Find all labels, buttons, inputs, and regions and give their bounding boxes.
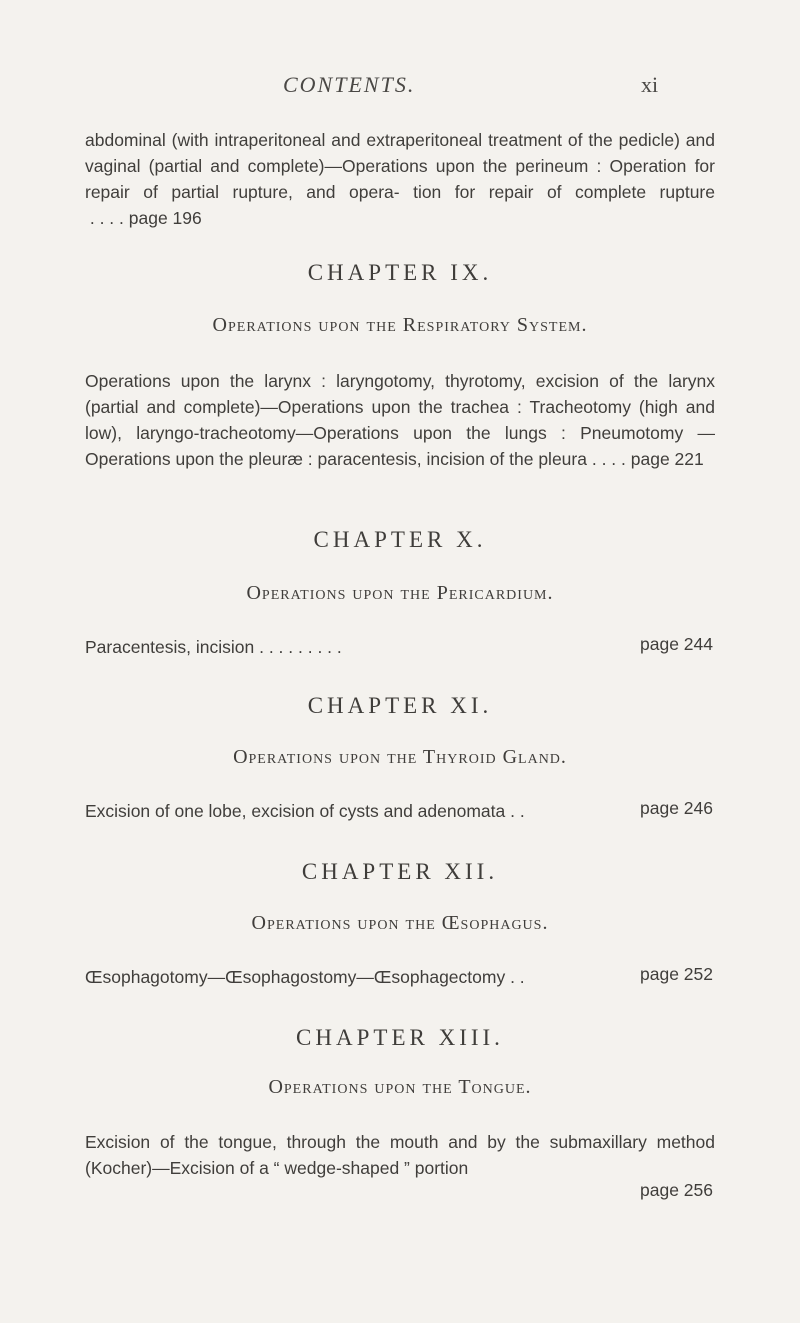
entry-text: Œsophagotomy—Œsophagostomy—Œsophagectomy	[85, 967, 506, 987]
contents-entry-xiii	[85, 1129, 715, 1181]
entry-text: Paracentesis, incision	[85, 637, 255, 657]
section-heading-oesophagus: Operations upon the Œsophagus.	[251, 912, 549, 934]
page-number: xi	[641, 72, 659, 97]
contents-entry-x	[85, 634, 715, 660]
dot-leaders: . . . .	[85, 208, 129, 228]
running-head	[0, 72, 800, 102]
section-heading-pericardium: Operations upon the Pericardium.	[246, 582, 554, 604]
page-reference: page 256	[640, 1180, 713, 1200]
section-heading-tongue: Operations upon the Tongue.	[268, 1076, 532, 1098]
running-title: CONTENTS.	[283, 72, 416, 97]
contents-entry-xi	[85, 798, 715, 824]
entry-text: Excision of one lobe, excision of cysts and adenomata	[85, 801, 506, 821]
entry-text: Operations upon the larynx : laryngotomy, thyrotomy, excision of the larynx (partial and complete)—Operations upon the trachea : Tracheotomy (high and low), laryngo-tracheotomy—Operations upon the lungs : Pneumotomy — Operations upon the pleuræ : paracentesis, incision of the pleura	[85, 371, 715, 469]
entry-text: abdominal (with intraperitoneal and extraperitoneal treatment of the pedicle) and vaginal (partial and complete)—Operations upon the perineum : Operation for repair of partial rupture, and opera- tion for repair of complete rupture	[85, 130, 715, 202]
page-reference: page 221	[630, 449, 704, 469]
dot-leaders: . .	[505, 801, 530, 821]
contents-entry-intro	[85, 127, 715, 231]
page-reference: page 252	[640, 964, 713, 984]
chapter-heading-xi: CHAPTER XI.	[307, 693, 493, 718]
page-reference: page 196	[128, 208, 202, 228]
chapter-heading-xiii: CHAPTER XIII.	[296, 1025, 504, 1050]
page-reference: page 244	[640, 634, 713, 654]
entry-text: Excision of the tongue, through the mouth and by the submaxillary method (Kocher)—Excision of a “ wedge-shaped ” portion	[85, 1132, 715, 1178]
section-heading-respiratory: Operations upon the Respiratory System.	[212, 314, 588, 336]
dot-leaders: . . . .	[586, 449, 631, 469]
section-heading-thyroid: Operations upon the Thyroid Gland.	[233, 746, 567, 768]
chapter-heading-xii: CHAPTER XII.	[301, 859, 499, 884]
contents-entry-ix	[85, 368, 715, 472]
chapter-heading-x: CHAPTER X.	[313, 527, 487, 552]
dot-leaders: . . . . . . . . .	[254, 637, 347, 657]
page-reference: page 246	[640, 798, 713, 818]
chapter-heading-ix: CHAPTER IX.	[307, 260, 493, 285]
contents-entry-xii	[85, 964, 715, 990]
dot-leaders: . .	[505, 967, 530, 987]
